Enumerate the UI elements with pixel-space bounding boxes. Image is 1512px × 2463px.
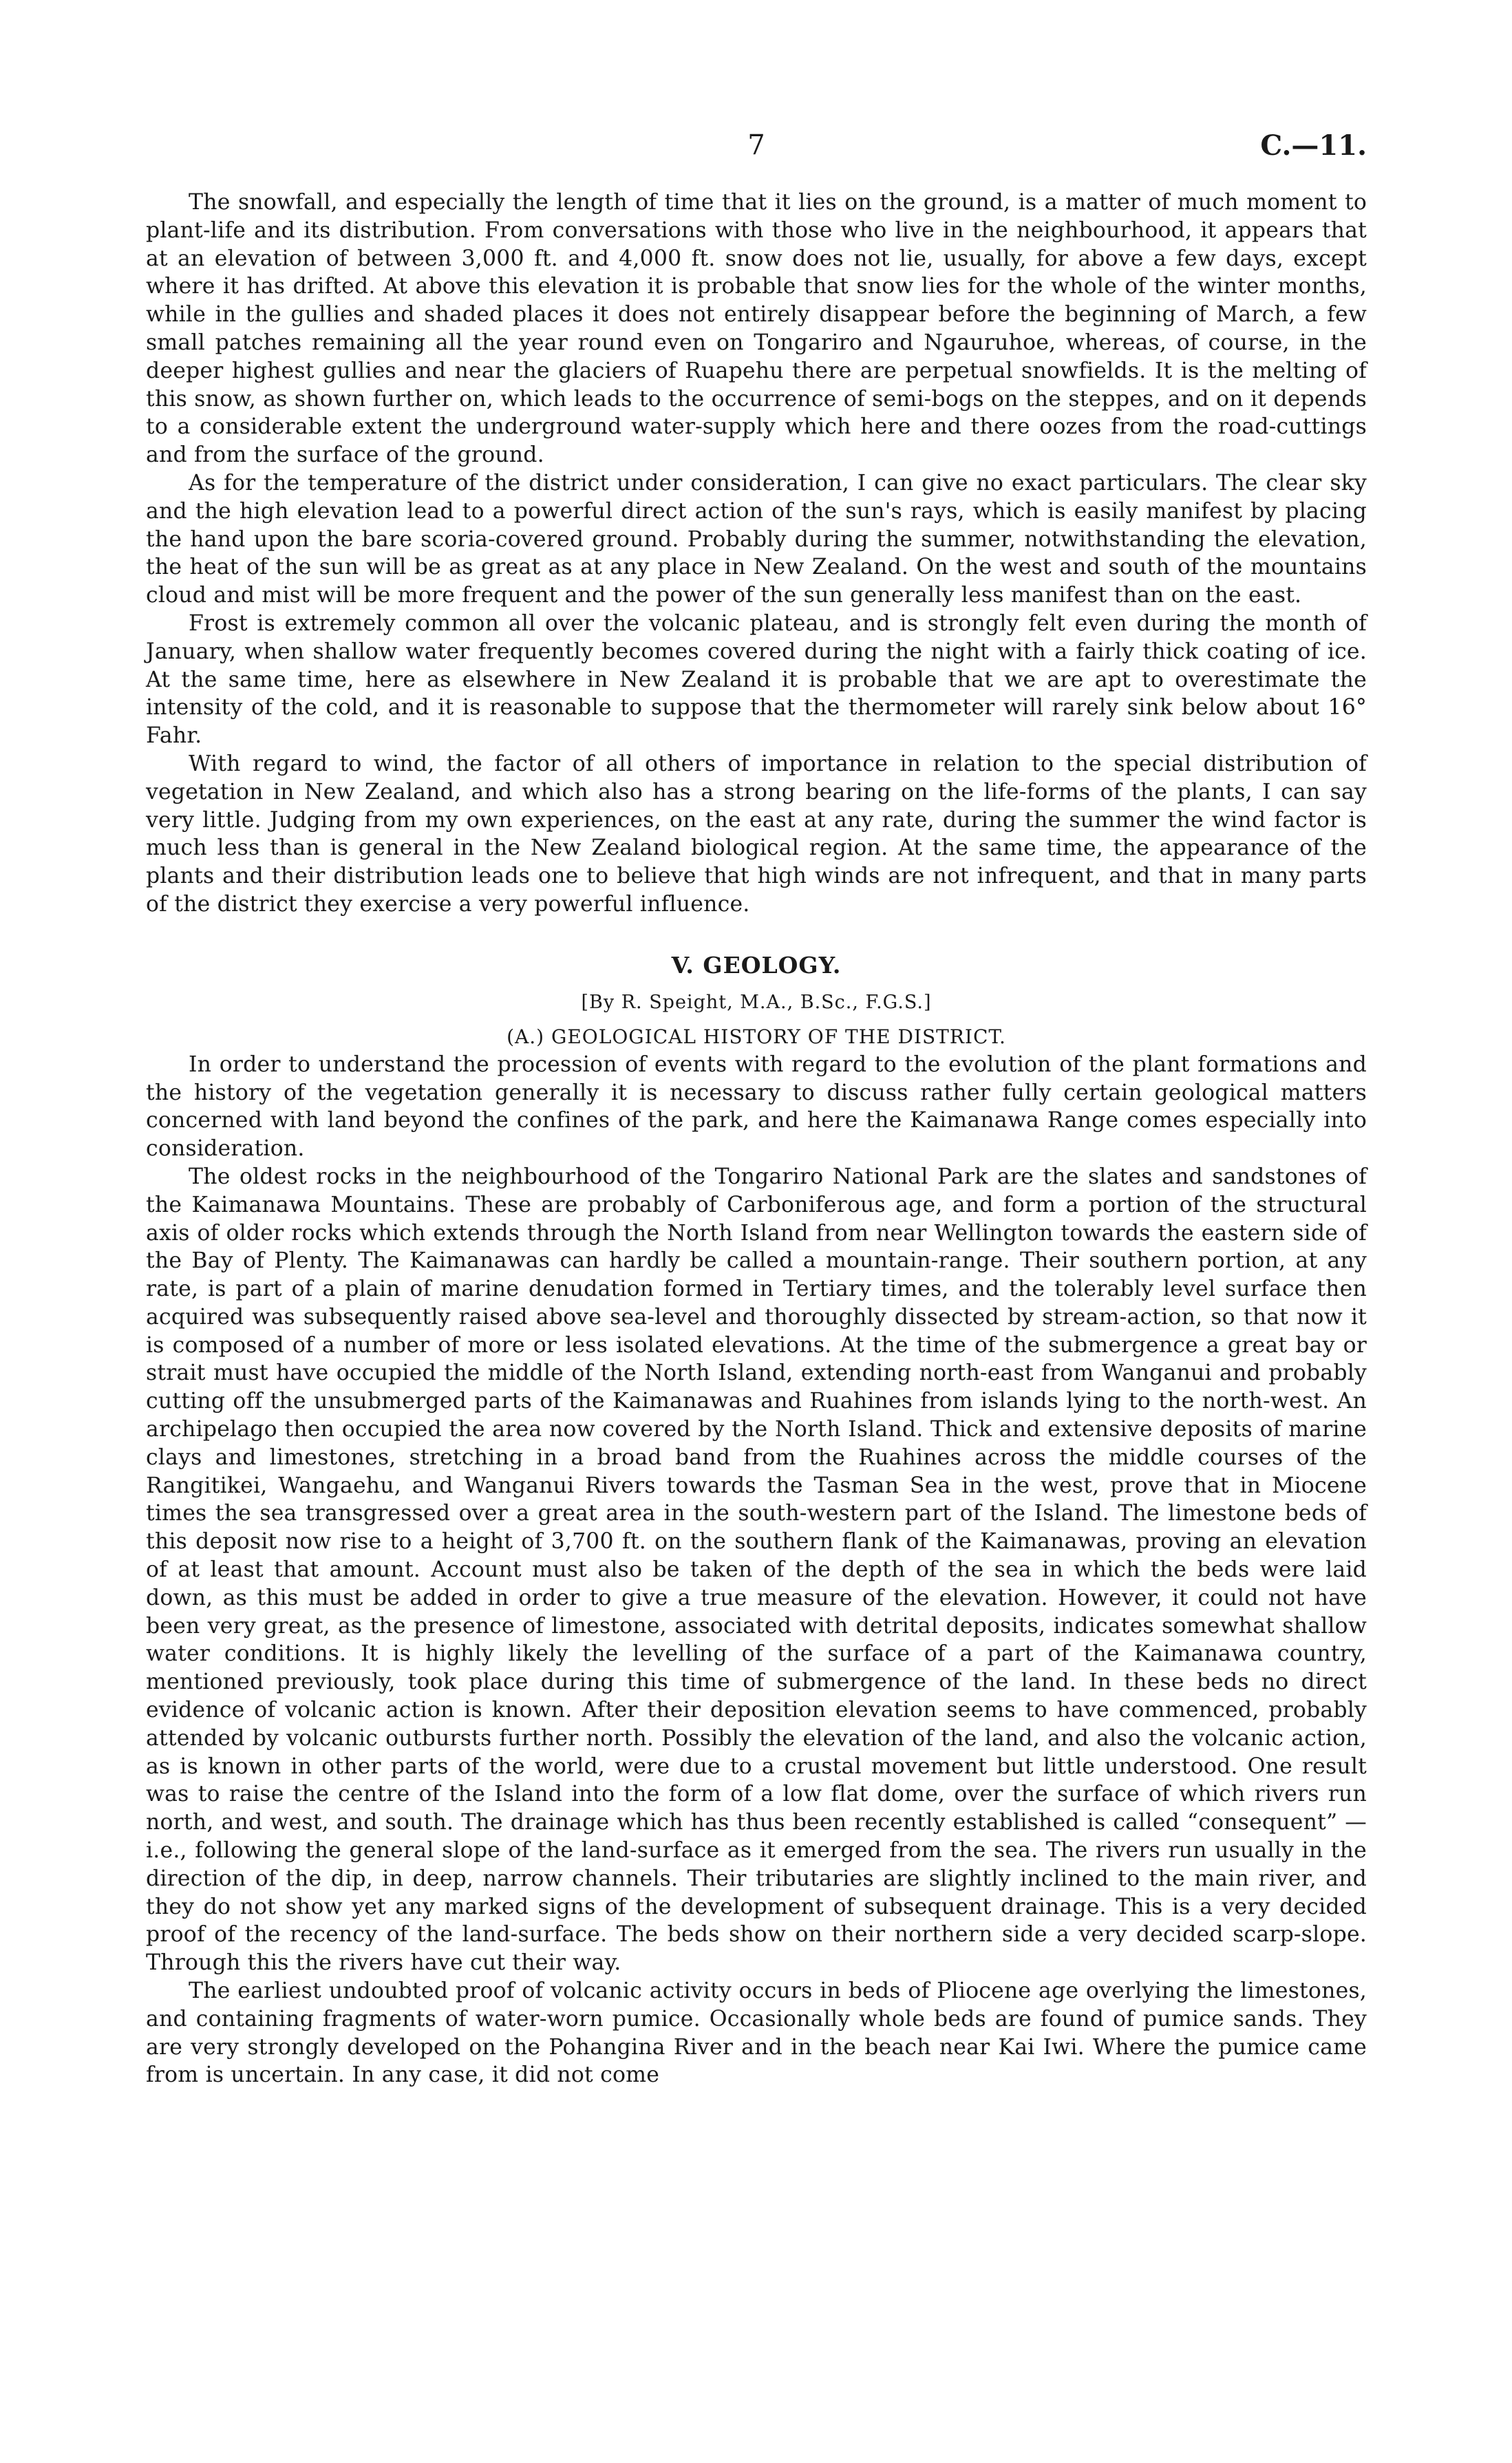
paragraph-wind: With regard to wind, the factor of all others of importance in relation to the special distribution of vegetation in New Zealand, and which also has a strong bearing on the life-forms of the plants, I can say very little. Judging from my own experiences, on the east at any rate, during the summer the wind factor is much less than is general in the New Zealand biological region. At the same time, the appearance of the plants and their distribution leads one to believe that high winds are not infrequent, and that in many parts of the district they exercise a very powerful influence. bbox=[146, 751, 1367, 917]
section-title: V. GEOLOGY. bbox=[671, 951, 842, 979]
document-code: C.—11. bbox=[1260, 129, 1367, 162]
paragraph-frost: Frost is extremely common all over the volcanic plateau, and is strongly felt even during the month of January, when shallow water frequently becomes covered during the night with a fairly thick coating of ice. At the same time, here as elsewhere in New Zealand it is probable that we are apt to overestimate the intensity of the cold, and it is reasonable to suppose that the thermometer will rarely sink below about 16° Fahr. bbox=[146, 610, 1367, 749]
document-page bbox=[146, 129, 1367, 2421]
paragraph-snowfall: The snowfall, and especially the length of time that it lies on the ground, is a matter of much moment to plant-life and its distribution. From conversations with those who live in the neighbourhood, it appears that at an elevation of between 3,000 ft. and 4,000 ft. snow does not lie, usually, for above a few days, except where it has drifted. At above this elevation it is probable that snow lies for the whole of the winter months, while in the gullies and shaded places it does not entirely disappear before the beginning of March, a few small patches remaining all the year round even on Tongariro and Ngauruhoe, whereas, of course, in the deeper highest gullies and near the glaciers of Ruapehu there are perpetual snowfields. It is the melting of this snow, as shown further on, which leads to the occurrence of semi-bogs on the steppes, and on it depends to a considerable extent the underground water-supply which here and there oozes from the road-cuttings and from the surface of the ground. bbox=[146, 190, 1367, 468]
paragraph-temperature: As for the temperature of the district under consideration, I can give no exact particulars. The clear sky and the high elevation lead to a powerful direct action of the sun's rays, which is easily manifest by placing the hand upon the bare scoria-covered ground. Probably during the summer, notwithstanding the elevation, the heat of the sun will be as great as at any place in New Zealand. On the west and south of the mountains cloud and mist will be more frequent and the power of the sun generally less manifest than on the east. bbox=[146, 470, 1367, 608]
page-header bbox=[146, 129, 1367, 178]
paragraph-geology-intro: In order to understand the procession of events with regard to the evolution of the plant formations and the history of the vegetation generally it is necessary to discuss rather fully certain geological matters concerned with land beyond the confines of the park, and here the Kaimanawa Range comes especially into consideration. bbox=[146, 1052, 1367, 1162]
page-number: 7 bbox=[747, 129, 765, 161]
subsection-title: (A.) GEOLOGICAL HISTORY OF THE DISTRICT. bbox=[507, 1025, 1006, 1048]
author-byline: [By R. Speight, M.A., B.Sc., F.G.S.] bbox=[581, 991, 932, 1013]
paragraph-oldest-rocks: The oldest rocks in the neighbourhood of the Tongariro National Park are the slates and sandstones of the Kaimanawa Mountains. These are probably of Carboniferous age, and form a portion of the structural axis of older rocks which extends through the North Island from near Wellington towards the eastern side of the Bay of Plenty. The Kaimanawas can hardly be called a mountain-range. Their southern portion, at any rate, is part of a plain of marine denudation formed in Tertiary times, and the tolerably level surface then acquired was subsequently raised above sea-level and thoroughly dissected by stream-action, so that now it is composed of a number of more or less isolated elevations. At the time of the submergence a great bay or strait must have occupied the middle of the North Island, extending north-east from Wanganui and probably cutting off the unsubmerged parts of the Kaimanawas and Ruahines from islands lying to the north-west. An archipelago then occupied the area now covered by the North Island. Thick and extensive deposits of marine clays and limestones, stretching in a broad band from the Ruahines across the middle courses of the Rangitikei, Wangaehu, and Wanganui Rivers towards the Tasman Sea in the west, prove that in Miocene times the sea transgressed over a great area in the south-western part of the Island. The limestone beds of this deposit now rise to a height of 3,700 ft. on the southern flank of the Kaimanawas, proving an elevation of at least that amount. Account must also be taken of the depth of the sea in which the beds were laid down, as this must be added in order to give a true measure of the elevation. However, it could not have been very great, as the presence of limestone, associated with detrital deposits, indicates somewhat shallow water conditions. It is highly likely the levelling of the surface of a part of the Kaimanawa country, mentioned previously, took place during this time of submergence of the land. In these beds no direct evidence of volcanic action is known. After their deposition elevation seems to have commenced, probably attended by volcanic outbursts further north. Possibly the elevation of the land, and also the volcanic action, as is known in other parts of the world, were due to a crustal movement but little understood. One result was to raise the centre of the Island into the form of a low flat dome, over the surface of which rivers run north, and west, and south. The drainage which has thus been recently established is called “consequent” — i.e., following the general slope of the land-surface as it emerged from the sea. The rivers run usually in the direction of the dip, in deep, narrow channels. Their tributaries are slightly inclined to the main river, and they do not show yet any marked signs of the development of subsequent drainage. This is a very decided proof of the recency of the land-surface. The beds show on their northern side a very decided scarp-slope. Through this the rivers have cut their way. bbox=[146, 1164, 1367, 1976]
paragraph-volcanic-activity: The earliest undoubted proof of volcanic activity occurs in beds of Pliocene age overlying the limestones, and containing fragments of water-worn pumice. Occasionally whole beds are found of pumice sands. They are very strongly developed on the Pohangina River and in the beach near Kai Iwi. Where the pumice came from is uncertain. In any case, it did not come bbox=[146, 1979, 1367, 2088]
